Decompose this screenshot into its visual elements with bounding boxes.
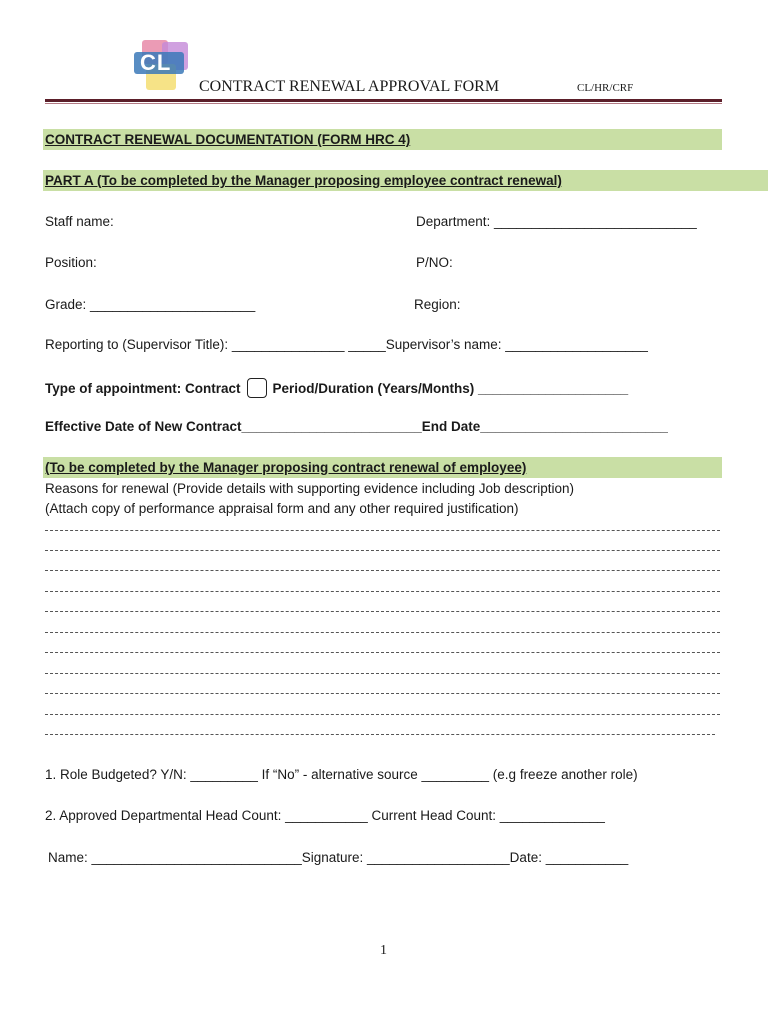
- doc-heading-band: [43, 129, 722, 150]
- reason-line[interactable]: [45, 611, 720, 612]
- reason-line[interactable]: [45, 591, 720, 592]
- contract-checkbox[interactable]: [247, 378, 267, 398]
- logo-text: CL: [140, 50, 172, 75]
- part-a-band: [43, 170, 768, 191]
- signoff-row[interactable]: Name: ____________________________Signature: ___________________Date: ___________: [48, 850, 629, 865]
- appointment-label: Type of appointment: Contract: [45, 381, 241, 396]
- reason-line[interactable]: [45, 734, 715, 735]
- reasons-line-1: Reasons for renewal (Provide details with supporting evidence including Job description): [45, 481, 575, 496]
- period-duration-field[interactable]: Period/Duration (Years/Months) ____________________: [272, 381, 629, 396]
- reporting-field[interactable]: Reporting to (Supervisor Title): _______________ _____Supervisor’s name: ___________________: [45, 337, 648, 352]
- head-count-question[interactable]: 2. Approved Departmental Head Count: ___________ Current Head Count: ______________: [45, 808, 605, 823]
- page-number: 1: [380, 943, 387, 958]
- header-rule-thin: [45, 103, 722, 104]
- appointment-row: [45, 378, 628, 398]
- header-rule: [45, 99, 722, 102]
- reason-line[interactable]: [45, 530, 720, 531]
- position-label: Position:: [45, 255, 97, 270]
- company-logo: [132, 38, 194, 94]
- role-budgeted-question[interactable]: 1. Role Budgeted? Y/N: _________ If “No” - alternative source _________ (e.g freeze another role): [45, 767, 638, 782]
- form-code: CL/HR/CRF: [577, 82, 634, 94]
- part-a-heading: PART A (To be completed by the Manager proposing employee contract renewal): [45, 173, 562, 188]
- reason-line[interactable]: [45, 693, 720, 694]
- department-field[interactable]: Department: ___________________________: [416, 214, 697, 229]
- reason-line[interactable]: [45, 570, 720, 571]
- staff-name-label: Staff name:: [45, 214, 114, 229]
- reasons-line-2: (Attach copy of performance appraisal form and any other required justification): [45, 501, 519, 516]
- reasons-heading: (To be completed by the Manager proposing contract renewal of employee): [45, 460, 527, 475]
- doc-heading: CONTRACT RENEWAL DOCUMENTATION (FORM HRC 4): [45, 132, 411, 147]
- effective-date-field[interactable]: Effective Date of New Contract________________________End Date_________________________: [45, 419, 668, 434]
- grade-field[interactable]: Grade: ______________________: [45, 297, 256, 312]
- region-label: Region:: [414, 297, 461, 312]
- reason-line[interactable]: [45, 652, 720, 653]
- reason-line[interactable]: [45, 550, 720, 551]
- reason-line[interactable]: [45, 714, 720, 715]
- pno-label: P/NO:: [416, 255, 453, 270]
- form-title: CONTRACT RENEWAL APPROVAL FORM: [199, 78, 500, 95]
- reason-line[interactable]: [45, 673, 720, 674]
- reasons-band: [43, 457, 722, 478]
- reason-line[interactable]: [45, 632, 720, 633]
